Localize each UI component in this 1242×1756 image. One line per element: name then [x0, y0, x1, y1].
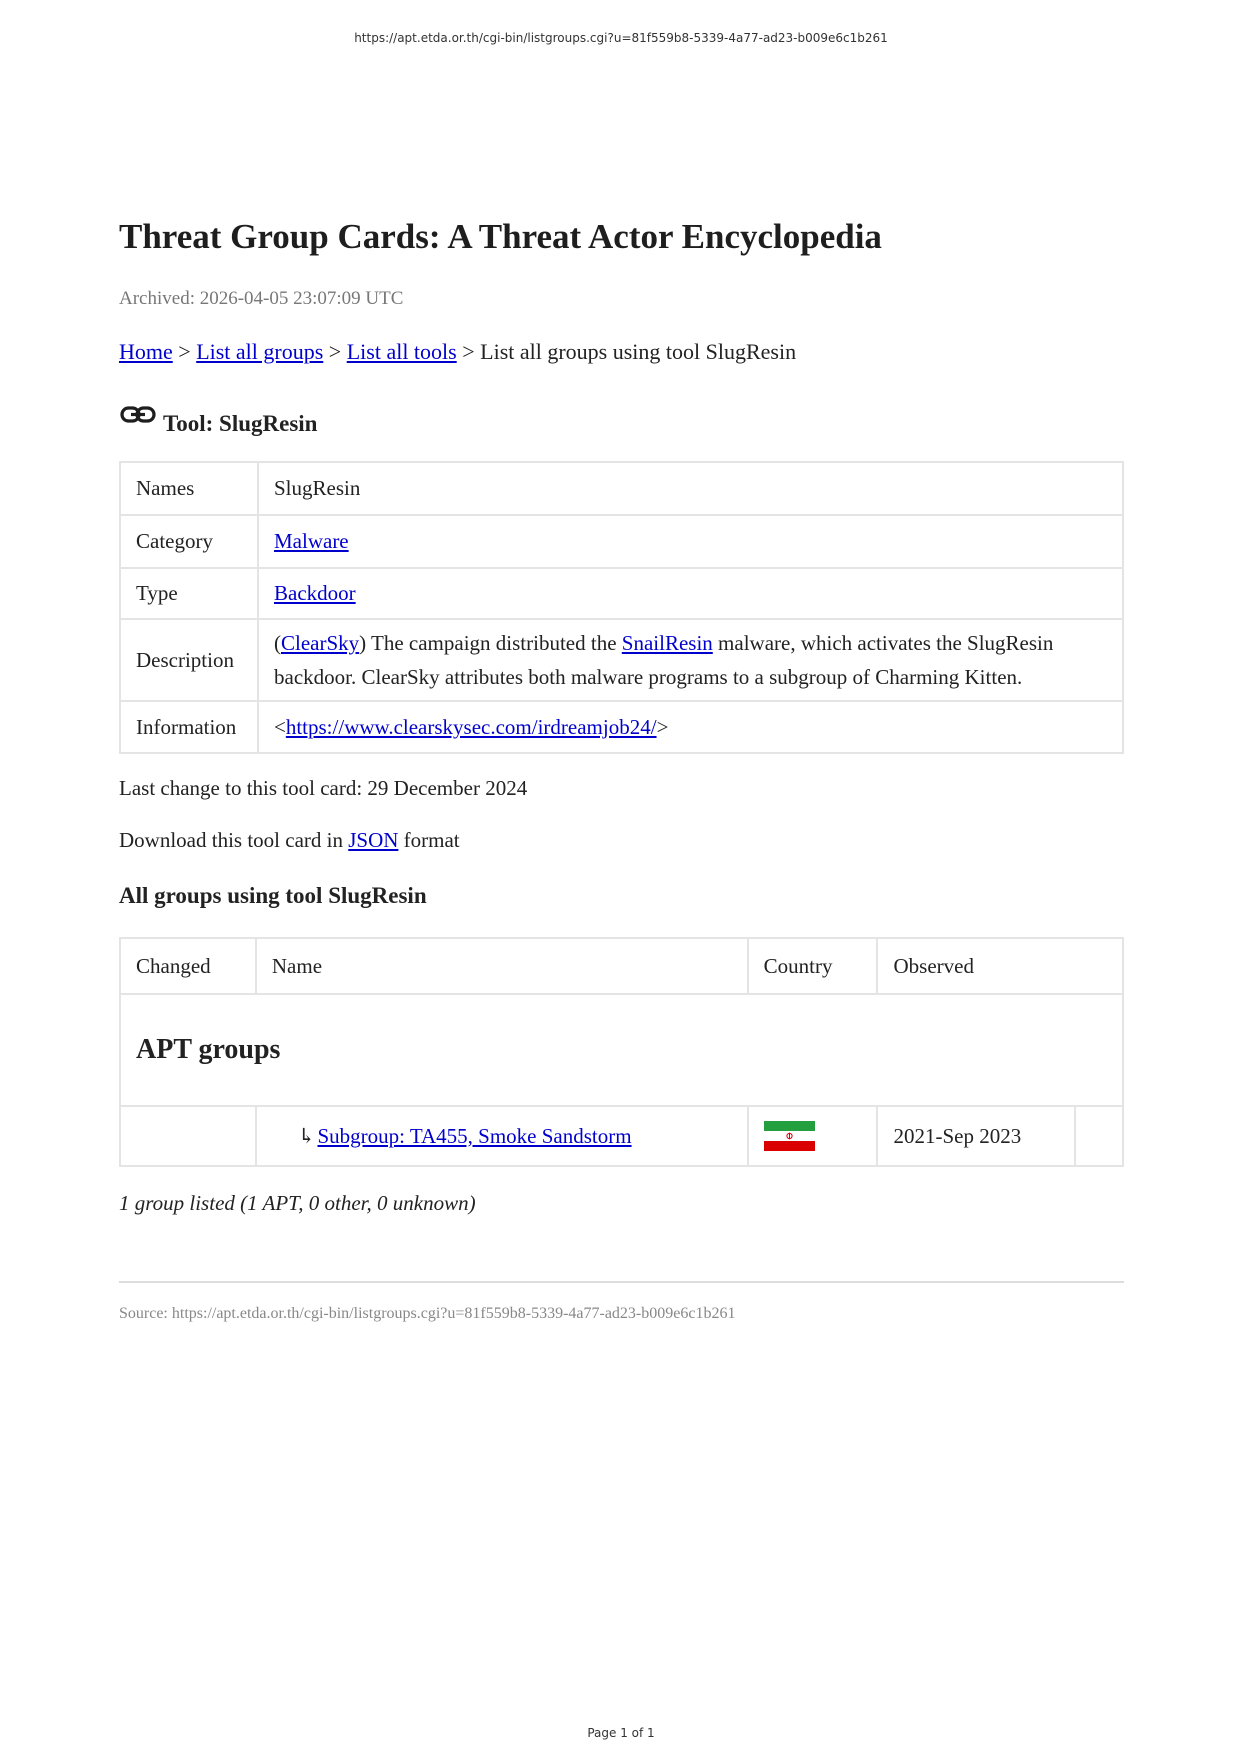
header-name: Name: [256, 938, 748, 994]
clearsky-link[interactable]: ClearSky: [281, 631, 360, 655]
tool-row-names: [120, 462, 1123, 515]
type-cell: [258, 568, 1123, 619]
angle-open: <: [274, 714, 286, 739]
names-label: Names: [120, 462, 258, 515]
tool-row-description: [120, 619, 1123, 701]
type-label: Type: [120, 568, 258, 619]
row-name: [256, 1106, 748, 1166]
download-text: [119, 826, 1124, 854]
tool-row-information: [120, 701, 1123, 753]
header-country: Country: [748, 938, 878, 994]
description-value: [258, 619, 1123, 701]
table-row: [120, 1106, 1123, 1166]
link-icon: [119, 401, 157, 429]
source-url: Source: https://apt.etda.or.th/cgi-bin/listgroups.cgi?u=81f559b8-5339-4a77-ad23-b009e6c1b261: [119, 1305, 736, 1322]
breadcrumb-separator: >: [462, 339, 475, 364]
category-cell: [258, 515, 1123, 568]
last-change-text: Last change to this tool card: 29 December 2024: [119, 776, 528, 800]
breadcrumb-separator: >: [328, 339, 342, 364]
breadcrumb-home-link[interactable]: Home: [119, 339, 173, 364]
type-link[interactable]: Backdoor: [274, 581, 356, 605]
tool-row-category: [120, 515, 1123, 568]
category-label: Category: [120, 515, 258, 568]
print-footer-page-number: Page 1 of 1: [587, 1726, 655, 1740]
group-link-ta455[interactable]: Subgroup: TA455, Smoke Sandstorm: [317, 1123, 632, 1148]
row-extra: [1075, 1106, 1123, 1166]
archived-timestamp: Archived: 2026-04-05 23:07:09 UTC: [119, 288, 404, 309]
angle-close: >: [656, 714, 669, 739]
header-changed: Changed: [120, 938, 256, 994]
information-link[interactable]: https://www.clearskysec.com/irdreamjob24/: [285, 714, 657, 739]
description-text: ) The campaign distributed the: [359, 631, 622, 655]
breadcrumb: [119, 337, 1124, 367]
tool-heading: [119, 399, 1124, 439]
section-row-apt: [120, 994, 1123, 1106]
download-before: Download this tool card in: [119, 828, 349, 852]
description-text: malware, which activates the SlugResin backdoor. ClearSky attributes both malware programs to a subgroup of Charming Kitten.: [274, 631, 1054, 689]
print-header-url: https://apt.etda.or.th/cgi-bin/listgroups.cgi?u=81f559b8-5339-4a77-ad23-b009e6c1b261: [354, 31, 888, 45]
groups-table-header: [120, 938, 1123, 994]
header-observed: Observed: [877, 938, 1123, 994]
groups-summary: 1 group listed (1 APT, 0 other, 0 unknown): [119, 1191, 476, 1215]
tool-title: Tool: SlugResin: [163, 411, 318, 436]
page-content: [119, 210, 1124, 1325]
groups-heading: All groups using tool SlugResin: [119, 883, 427, 908]
tool-row-type: [120, 568, 1123, 619]
row-changed: [120, 1106, 256, 1166]
download-after: format: [398, 828, 460, 852]
tool-info-table: [119, 461, 1124, 754]
section-label-apt-groups: APT groups: [136, 1034, 281, 1065]
divider: [119, 1281, 1124, 1283]
iran-flag-icon: [764, 1121, 815, 1151]
description-paren: (: [274, 631, 281, 655]
row-country: [748, 1106, 878, 1166]
snailresin-link[interactable]: SnailResin: [621, 631, 713, 655]
page-title: Threat Group Cards: A Threat Actor Encyclopedia: [119, 217, 882, 256]
breadcrumb-groups-link[interactable]: List all groups: [196, 339, 324, 364]
json-download-link[interactable]: JSON: [348, 828, 399, 852]
breadcrumb-tools-link[interactable]: List all tools: [346, 339, 457, 364]
category-link[interactable]: Malware: [274, 529, 349, 553]
row-observed: 2021-Sep 2023: [877, 1106, 1075, 1166]
information-value: [258, 701, 1123, 753]
groups-table: [119, 937, 1124, 1167]
names-value: SlugResin: [258, 462, 1123, 515]
section-cell: [120, 994, 1123, 1106]
breadcrumb-current: List all groups using tool SlugResin: [480, 339, 797, 364]
information-label: Information: [120, 701, 258, 753]
breadcrumb-separator: >: [178, 339, 191, 364]
subgroup-arrow-icon: ↳: [297, 1123, 316, 1148]
description-label: Description: [120, 619, 258, 701]
